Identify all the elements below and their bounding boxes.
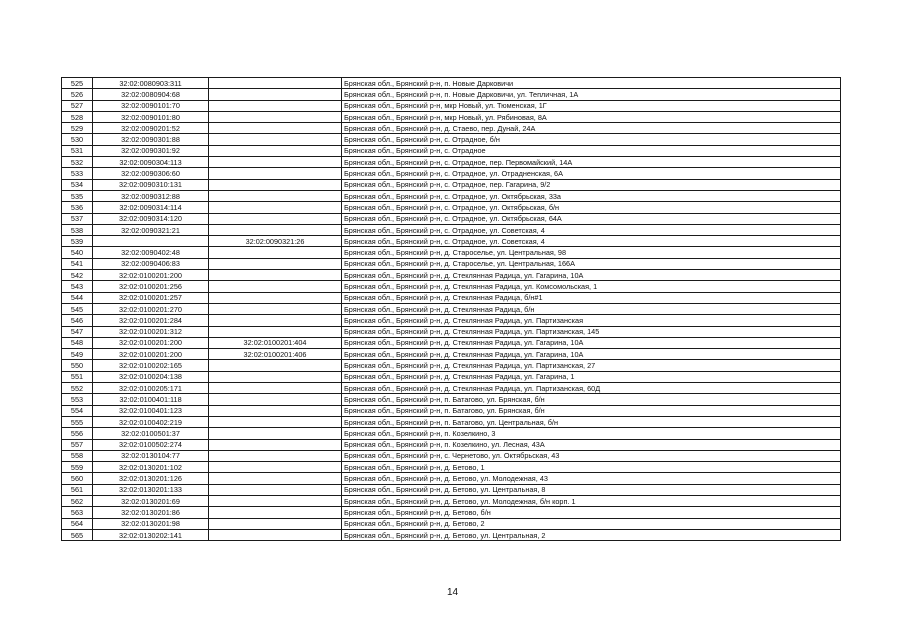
table-row: [62, 484, 841, 495]
row-number-cell: 555: [62, 416, 93, 427]
cadastral-number-cell: 32:02:0090314:120: [93, 213, 209, 224]
row-number-cell: 528: [62, 111, 93, 122]
related-cadastral-number-cell: 32:02:0100201:404: [209, 337, 342, 348]
address-cell: Брянская обл., Брянский р-н, д. Стеклянная Радица, ул. Партизанская, 145: [342, 326, 841, 337]
row-number-cell: 543: [62, 281, 93, 292]
row-number-cell: 545: [62, 303, 93, 314]
table-row: [62, 450, 841, 461]
row-number-cell: 550: [62, 360, 93, 371]
table-row: [62, 292, 841, 303]
cadastral-number-cell: 32:02:0100205:171: [93, 383, 209, 394]
cadastral-number-cell: 32:02:0100402:219: [93, 416, 209, 427]
related-cadastral-number-cell: [209, 484, 342, 495]
related-cadastral-number-cell: [209, 89, 342, 100]
table-row: [62, 473, 841, 484]
row-number-cell: 547: [62, 326, 93, 337]
table-row: [62, 315, 841, 326]
row-number-cell: 554: [62, 405, 93, 416]
address-cell: Брянская обл., Брянский р-н, п. Батагово, ул. Брянская, б/н: [342, 405, 841, 416]
cadastral-number-cell: 32:02:0100201:270: [93, 303, 209, 314]
cadastral-number-cell: 32:02:0130201:98: [93, 518, 209, 529]
table-row: [62, 123, 841, 134]
table-row: [62, 428, 841, 439]
address-cell: Брянская обл., Брянский р-н, д. Бетово, 2: [342, 518, 841, 529]
address-cell: Брянская обл., Брянский р-н, д. Стеклянная Радица, ул. Гагарина, 1: [342, 371, 841, 382]
cadastral-number-cell: 32:02:0130201:69: [93, 495, 209, 506]
related-cadastral-number-cell: [209, 405, 342, 416]
table-row: [62, 495, 841, 506]
address-cell: Брянская обл., Брянский р-н, п. Батагово, ул. Центральная, б/н: [342, 416, 841, 427]
related-cadastral-number-cell: [209, 168, 342, 179]
address-cell: Брянская обл., Брянский р-н, с. Отрадное, б/н: [342, 134, 841, 145]
row-number-cell: 559: [62, 462, 93, 473]
cadastral-number-cell: 32:02:0130104:77: [93, 450, 209, 461]
related-cadastral-number-cell: [209, 224, 342, 235]
address-cell: Брянская обл., Брянский р-н, с. Отрадное: [342, 145, 841, 156]
table-row: [62, 157, 841, 168]
table-row: [62, 337, 841, 348]
related-cadastral-number-cell: [209, 394, 342, 405]
related-cadastral-number-cell: [209, 360, 342, 371]
cadastral-number-cell: 32:02:0100201:256: [93, 281, 209, 292]
cadastral-number-cell: 32:02:0090314:114: [93, 202, 209, 213]
address-cell: Брянская обл., Брянский р-н, с. Отрадное, ул. Октябрьская, 33а: [342, 190, 841, 201]
table-row: [62, 134, 841, 145]
address-cell: Брянская обл., Брянский р-н, п. Батагово, ул. Брянская, б/н: [342, 394, 841, 405]
table-row: [62, 303, 841, 314]
cadastral-number-cell: 32:02:0080904:68: [93, 89, 209, 100]
cadastral-number-cell: 32:02:0100204:138: [93, 371, 209, 382]
table-row: [62, 236, 841, 247]
table-row: [62, 349, 841, 360]
table-row: [62, 78, 841, 89]
cadastral-number-cell: 32:02:0100201:200: [93, 337, 209, 348]
address-cell: Брянская обл., Брянский р-н, с. Отрадное, ул. Советская, 4: [342, 224, 841, 235]
address-cell: Брянская обл., Брянский р-н, д. Стеклянная Радица, ул. Партизанская: [342, 315, 841, 326]
related-cadastral-number-cell: 32:02:0090321:26: [209, 236, 342, 247]
cadastral-number-cell: 32:02:0090402:48: [93, 247, 209, 258]
cadastral-number-cell: 32:02:0090321:21: [93, 224, 209, 235]
address-cell: Брянская обл., Брянский р-н, д. Стаево, пер. Дунай, 24А: [342, 123, 841, 134]
related-cadastral-number-cell: [209, 123, 342, 134]
cadastral-number-cell: 32:02:0090312:88: [93, 190, 209, 201]
row-number-cell: 533: [62, 168, 93, 179]
cadastral-number-cell: 32:02:0100502:274: [93, 439, 209, 450]
related-cadastral-number-cell: [209, 518, 342, 529]
address-cell: Брянская обл., Брянский р-н, с. Отрадное, ул. Советская, 4: [342, 236, 841, 247]
row-number-cell: 565: [62, 529, 93, 540]
address-cell: Брянская обл., Брянский р-н, д. Бетово, ул. Центральная, 2: [342, 529, 841, 540]
row-number-cell: 538: [62, 224, 93, 235]
row-number-cell: 532: [62, 157, 93, 168]
table-row: [62, 179, 841, 190]
address-cell: Брянская обл., Брянский р-н, с. Отрадное, ул. Октябрьская, 64А: [342, 213, 841, 224]
cadastral-number-cell: [93, 236, 209, 247]
address-cell: Брянская обл., Брянский р-н, д. Бетово, 1: [342, 462, 841, 473]
related-cadastral-number-cell: [209, 111, 342, 122]
row-number-cell: 551: [62, 371, 93, 382]
row-number-cell: 558: [62, 450, 93, 461]
related-cadastral-number-cell: [209, 450, 342, 461]
row-number-cell: 557: [62, 439, 93, 450]
cadastral-number-cell: 32:02:0130201:133: [93, 484, 209, 495]
cadastral-number-cell: 32:02:0090310:131: [93, 179, 209, 190]
row-number-cell: 536: [62, 202, 93, 213]
address-cell: Брянская обл., Брянский р-н, д. Бетово, б/н: [342, 507, 841, 518]
cadastral-number-cell: 32:02:0090301:88: [93, 134, 209, 145]
table-row: [62, 529, 841, 540]
related-cadastral-number-cell: [209, 303, 342, 314]
related-cadastral-number-cell: [209, 292, 342, 303]
related-cadastral-number-cell: [209, 258, 342, 269]
table-row: [62, 439, 841, 450]
table-row: [62, 383, 841, 394]
cadastral-number-cell: 32:02:0090201:52: [93, 123, 209, 134]
table-row: [62, 168, 841, 179]
table-row: [62, 270, 841, 281]
related-cadastral-number-cell: [209, 213, 342, 224]
cadastral-number-cell: 32:02:0090304:113: [93, 157, 209, 168]
related-cadastral-number-cell: [209, 416, 342, 427]
table-row: [62, 258, 841, 269]
related-cadastral-number-cell: [209, 190, 342, 201]
address-cell: Брянская обл., Брянский р-н, п. Козелкино, 3: [342, 428, 841, 439]
address-cell: Брянская обл., Брянский р-н, д. Староселье, ул. Центральная, 166А: [342, 258, 841, 269]
row-number-cell: 560: [62, 473, 93, 484]
row-number-cell: 531: [62, 145, 93, 156]
address-cell: Брянская обл., Брянский р-н, д. Бетово, ул. Центральная, 8: [342, 484, 841, 495]
row-number-cell: 529: [62, 123, 93, 134]
address-cell: Брянская обл., Брянский р-н, д. Стеклянная Радица, ул. Гагарина, 10А: [342, 349, 841, 360]
row-number-cell: 526: [62, 89, 93, 100]
address-cell: Брянская обл., Брянский р-н, мкр Новый, ул. Рябиновая, 8А: [342, 111, 841, 122]
cadastral-number-cell: 32:02:0100201:257: [93, 292, 209, 303]
cadastral-number-cell: 32:02:0090406:83: [93, 258, 209, 269]
cadastral-number-cell: 32:02:0090306:60: [93, 168, 209, 179]
table-row: [62, 190, 841, 201]
related-cadastral-number-cell: [209, 202, 342, 213]
related-cadastral-number-cell: [209, 270, 342, 281]
row-number-cell: 527: [62, 100, 93, 111]
row-number-cell: 562: [62, 495, 93, 506]
row-number-cell: 556: [62, 428, 93, 439]
cadastral-number-cell: 32:02:0100401:123: [93, 405, 209, 416]
address-cell: Брянская обл., Брянский р-н, д. Стеклянная Радица, ул. Партизанская, 60Д: [342, 383, 841, 394]
row-number-cell: 553: [62, 394, 93, 405]
table-row: [62, 89, 841, 100]
cadastral-table-body: [62, 78, 841, 541]
table-row: [62, 394, 841, 405]
row-number-cell: 544: [62, 292, 93, 303]
address-cell: Брянская обл., Брянский р-н, д. Староселье, ул. Центральная, 98: [342, 247, 841, 258]
table-row: [62, 224, 841, 235]
row-number-cell: 549: [62, 349, 93, 360]
table-row: [62, 518, 841, 529]
cadastral-number-cell: 32:02:0100201:200: [93, 349, 209, 360]
address-cell: Брянская обл., Брянский р-н, с. Чернетово, ул. Октябрьская, 43: [342, 450, 841, 461]
related-cadastral-number-cell: [209, 134, 342, 145]
cadastral-number-cell: 32:02:0080903:311: [93, 78, 209, 89]
address-cell: Брянская обл., Брянский р-н, д. Стеклянная Радица, ул. Гагарина, 10А: [342, 337, 841, 348]
cadastral-number-cell: 32:02:0100401:118: [93, 394, 209, 405]
row-number-cell: 563: [62, 507, 93, 518]
row-number-cell: 564: [62, 518, 93, 529]
address-cell: Брянская обл., Брянский р-н, п. Новые Дарковичи, ул. Тепличная, 1А: [342, 89, 841, 100]
table-row: [62, 405, 841, 416]
table-row: [62, 202, 841, 213]
row-number-cell: 540: [62, 247, 93, 258]
table-row: [62, 111, 841, 122]
table-row: [62, 416, 841, 427]
related-cadastral-number-cell: [209, 529, 342, 540]
address-cell: Брянская обл., Брянский р-н, д. Стеклянная Радица, б/н: [342, 303, 841, 314]
table-row: [62, 326, 841, 337]
related-cadastral-number-cell: [209, 462, 342, 473]
related-cadastral-number-cell: [209, 428, 342, 439]
table-row: [62, 281, 841, 292]
row-number-cell: 525: [62, 78, 93, 89]
related-cadastral-number-cell: [209, 157, 342, 168]
address-cell: Брянская обл., Брянский р-н, д. Стеклянная Радица, ул. Комсомольская, 1: [342, 281, 841, 292]
cadastral-number-cell: 32:02:0100201:200: [93, 270, 209, 281]
related-cadastral-number-cell: [209, 439, 342, 450]
related-cadastral-number-cell: [209, 315, 342, 326]
table-row: [62, 360, 841, 371]
table-row: [62, 462, 841, 473]
related-cadastral-number-cell: [209, 371, 342, 382]
related-cadastral-number-cell: [209, 100, 342, 111]
cadastral-number-cell: 32:02:0090301:92: [93, 145, 209, 156]
cadastral-number-cell: 32:02:0130201:102: [93, 462, 209, 473]
table-row: [62, 371, 841, 382]
row-number-cell: 535: [62, 190, 93, 201]
cadastral-number-cell: 32:02:0130201:86: [93, 507, 209, 518]
cadastral-number-cell: 32:02:0100501:37: [93, 428, 209, 439]
related-cadastral-number-cell: [209, 495, 342, 506]
cadastral-number-cell: 32:02:0100201:284: [93, 315, 209, 326]
row-number-cell: 561: [62, 484, 93, 495]
table-row: [62, 507, 841, 518]
address-cell: Брянская обл., Брянский р-н, д. Стеклянная Радица, ул. Гагарина, 10А: [342, 270, 841, 281]
row-number-cell: 541: [62, 258, 93, 269]
table-row: [62, 145, 841, 156]
row-number-cell: 534: [62, 179, 93, 190]
cadastral-number-cell: 32:02:0090101:70: [93, 100, 209, 111]
row-number-cell: 530: [62, 134, 93, 145]
row-number-cell: 542: [62, 270, 93, 281]
cadastral-number-cell: 32:02:0090101:80: [93, 111, 209, 122]
cadastral-table: [61, 77, 841, 541]
related-cadastral-number-cell: 32:02:0100201:406: [209, 349, 342, 360]
related-cadastral-number-cell: [209, 281, 342, 292]
address-cell: Брянская обл., Брянский р-н, с. Отрадное, ул. Октябрьская, б/н: [342, 202, 841, 213]
row-number-cell: 539: [62, 236, 93, 247]
related-cadastral-number-cell: [209, 326, 342, 337]
address-cell: Брянская обл., Брянский р-н, с. Отрадное, пер. Первомайский, 14А: [342, 157, 841, 168]
related-cadastral-number-cell: [209, 247, 342, 258]
address-cell: Брянская обл., Брянский р-н, с. Отрадное, ул. Отрадненская, 6А: [342, 168, 841, 179]
row-number-cell: 546: [62, 315, 93, 326]
table-row: [62, 100, 841, 111]
cadastral-number-cell: 32:02:0100201:312: [93, 326, 209, 337]
address-cell: Брянская обл., Брянский р-н, с. Отрадное, пер. Гагарина, 9/2: [342, 179, 841, 190]
related-cadastral-number-cell: [209, 507, 342, 518]
row-number-cell: 537: [62, 213, 93, 224]
table-row: [62, 247, 841, 258]
address-cell: Брянская обл., Брянский р-н, мкр Новый, ул. Тюменская, 1Г: [342, 100, 841, 111]
cadastral-number-cell: 32:02:0100202:165: [93, 360, 209, 371]
row-number-cell: 552: [62, 383, 93, 394]
related-cadastral-number-cell: [209, 473, 342, 484]
related-cadastral-number-cell: [209, 179, 342, 190]
row-number-cell: 548: [62, 337, 93, 348]
related-cadastral-number-cell: [209, 145, 342, 156]
table-row: [62, 213, 841, 224]
page-number: 14: [446, 587, 459, 598]
address-cell: Брянская обл., Брянский р-н, д. Бетово, ул. Молодежная, б/н корп. 1: [342, 495, 841, 506]
address-cell: Брянская обл., Брянский р-н, д. Стеклянная Радица, б/н#1: [342, 292, 841, 303]
address-cell: Брянская обл., Брянский р-н, д. Бетово, ул. Молодежная, 43: [342, 473, 841, 484]
address-cell: Брянская обл., Брянский р-н, п. Козелкино, ул. Лесная, 43А: [342, 439, 841, 450]
address-cell: Брянская обл., Брянский р-н, д. Стеклянная Радица, ул. Партизанская, 27: [342, 360, 841, 371]
related-cadastral-number-cell: [209, 383, 342, 394]
address-cell: Брянская обл., Брянский р-н, п. Новые Дарковичи: [342, 78, 841, 89]
related-cadastral-number-cell: [209, 78, 342, 89]
cadastral-number-cell: 32:02:0130201:126: [93, 473, 209, 484]
cadastral-number-cell: 32:02:0130202:141: [93, 529, 209, 540]
